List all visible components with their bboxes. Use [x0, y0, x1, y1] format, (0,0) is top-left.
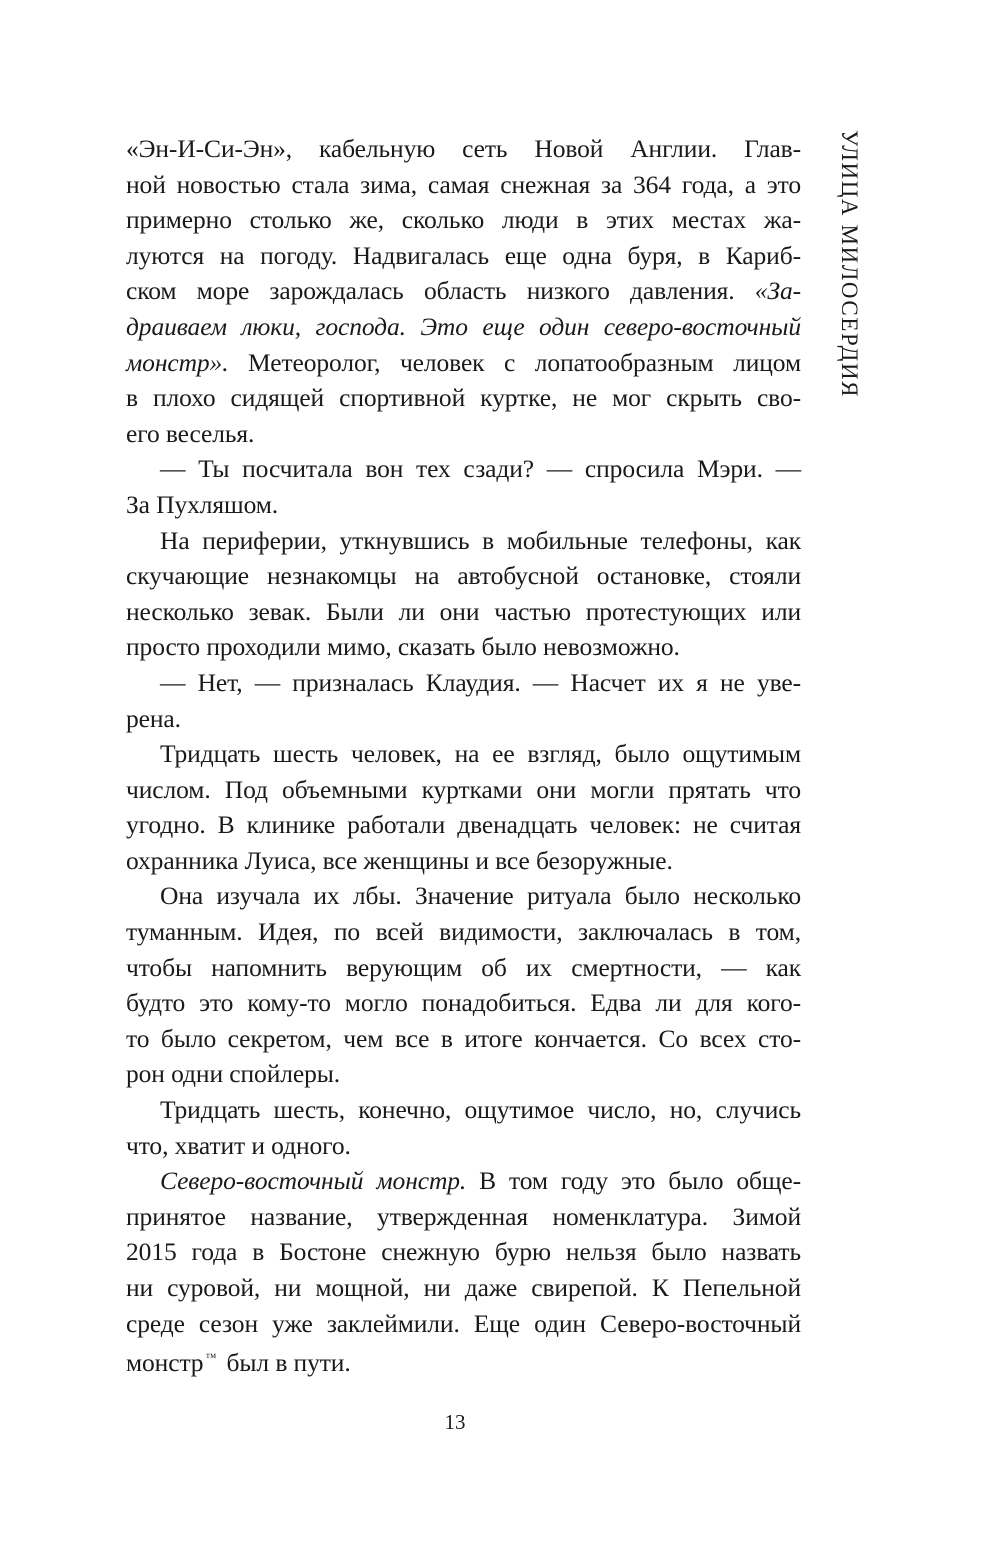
text-line [126, 914, 801, 950]
text-segment: луются на погоду. Надвигалась еще одна буря, в Кариб- [126, 240, 801, 270]
text-segment: охранника Луиса, все женщины и все безоружные. [126, 845, 673, 875]
text-segment: В том году это было обще- [466, 1166, 802, 1196]
text-line [126, 1092, 801, 1128]
running-header-title: УЛИЦА МИЛОСЕРДИЯ [837, 130, 862, 399]
text-segment: угодно. В клинике работали двенадцать человек: не считая [126, 810, 801, 840]
text-line [126, 950, 801, 986]
text-segment: просто проходили мимо, сказать было невозможно. [126, 632, 680, 662]
text-segment: ной новостью стала зима, самая снежная за 364 года, а это [126, 169, 801, 199]
text-line [126, 273, 801, 309]
text-segment: чтобы напомнить верующим об их смертности, — как [126, 952, 801, 982]
text-segment: в плохо сидящей спортивной куртке, не мог скрыть сво- [126, 383, 801, 413]
text-segment: На периферии, уткнувшись в мобильные телефоны, как [160, 525, 801, 555]
text-line [126, 1021, 801, 1057]
text-segment: — Нет, — призналась Клаудия. — Насчет их я не уве- [160, 667, 801, 697]
text-segment: принятое название, утвержденная номенклатура. Зимой [126, 1201, 801, 1231]
text-line [126, 701, 801, 737]
text-line [126, 558, 801, 594]
text-line [126, 487, 801, 523]
text-line [126, 416, 801, 452]
text-line [126, 1163, 801, 1199]
text-segment: 2015 года в Бостоне снежную бурю нельзя было назвать [126, 1237, 801, 1267]
text-line [126, 238, 801, 274]
text-segment: За Пухляшом. [126, 489, 279, 519]
text-segment: его веселья. [126, 418, 255, 448]
text-segment: рон одни спойлеры. [126, 1059, 341, 1089]
text-line [126, 878, 801, 914]
text-line [126, 380, 801, 416]
text-line [126, 451, 801, 487]
text-line [126, 1234, 801, 1270]
text-segment: Тридцать шесть человек, на ее взгляд, было ощутимым [160, 739, 801, 769]
text-segment: рена. [126, 703, 181, 733]
text-segment: Тридцать шесть, конечно, ощутимое число, но, случись [160, 1095, 801, 1125]
text-segment: «Эн-И-Си-Эн», кабельную сеть Новой Англии. Глав- [126, 134, 801, 163]
text-segment: был в пути. [220, 1348, 351, 1378]
text-segment: будто это кому-то могло понадобиться. Едва ли для кого- [126, 988, 801, 1018]
text-line [126, 629, 801, 665]
text-line [126, 665, 801, 701]
text-line [126, 985, 801, 1021]
italic-text: «За- [754, 276, 801, 306]
trademark-symbol: ™ [205, 1352, 217, 1365]
italic-text: драиваем люки, господа. Это еще один северо-восточный [126, 311, 801, 341]
text-line [126, 772, 801, 808]
text-segment: примерно столько же, сколько люди в этих местах жа- [126, 205, 801, 235]
text-line [126, 1128, 801, 1164]
text-segment: монстр [126, 1348, 204, 1378]
text-line [126, 1306, 801, 1342]
text-segment: что, хватит и одного. [126, 1130, 351, 1160]
body-text [126, 131, 801, 1377]
text-segment: Метеоролог, человек с лопатообразным лицом [228, 347, 801, 377]
text-line [126, 1270, 801, 1306]
italic-text: Северо-восточный монстр. [160, 1166, 467, 1196]
text-line [126, 1341, 801, 1377]
text-line [126, 1199, 801, 1235]
text-segment: то было секретом, чем все в итоге кончается. Со всех сто- [126, 1023, 801, 1053]
text-segment: числом. Под объемными куртками они могли прятать что [126, 774, 801, 804]
text-segment: — Ты посчитала вон тех сзади? — спросила Мэри. — [160, 454, 801, 484]
text-segment: среде сезон уже заклеймили. Еще один Северо-восточный [126, 1308, 801, 1338]
text-line [126, 309, 801, 345]
text-line [126, 736, 801, 772]
text-segment: ни суровой, ни мощной, ни даже свирепой. К Пепельной [126, 1273, 801, 1302]
text-segment: скучающие незнакомцы на автобусной остановке, стояли [126, 561, 801, 591]
text-segment: туманным. Идея, по всей видимости, заключалась в том, [126, 917, 801, 947]
text-segment: несколько зевак. Были ли они частью протестующих или [126, 596, 801, 626]
page-number: 13 [444, 1410, 466, 1434]
italic-text: монстр». [126, 347, 229, 377]
text-line [126, 202, 801, 238]
text-line [126, 594, 801, 630]
text-line [126, 843, 801, 879]
text-segment: ском море зарождалась область низкого давления. [126, 276, 755, 306]
text-line [126, 345, 801, 381]
text-line [126, 131, 801, 167]
text-line [126, 523, 801, 559]
text-line [126, 807, 801, 843]
text-line [126, 167, 801, 203]
text-line [126, 1056, 801, 1092]
text-segment: Она изучала их лбы. Значение ритуала было несколько [160, 881, 801, 911]
